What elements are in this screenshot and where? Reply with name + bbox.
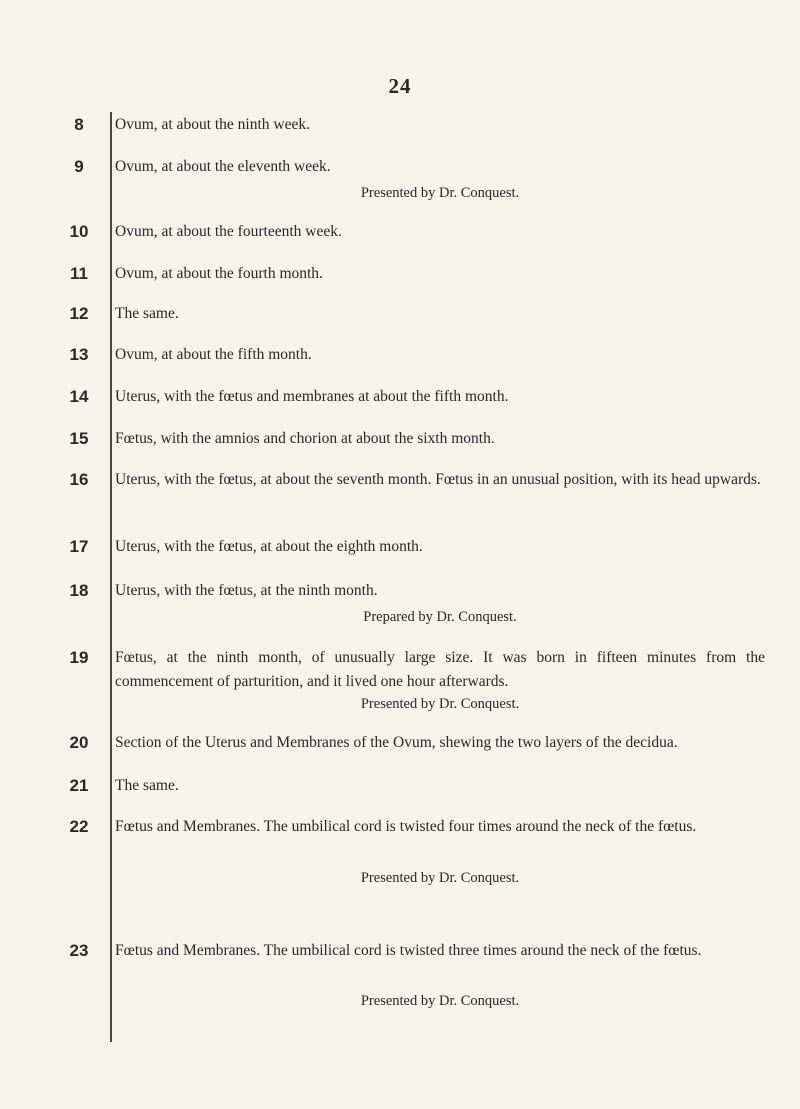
entry-description: Uterus, with the fœtus, at about the seventh month. Fœtus in an unusual position, with its head upwards.: [115, 471, 761, 488]
entry-number: 8: [74, 115, 84, 134]
entry-number: 18: [69, 581, 89, 600]
entry-description: Ovum, at about the fourth month.: [115, 265, 323, 282]
entry-number: 19: [69, 648, 89, 667]
entry-description: Fœtus, with the amnios and chorion at about the sixth month.: [115, 430, 495, 447]
entry-description: Uterus, with the fœtus, at the ninth month.: [115, 582, 378, 599]
entry-description: The same.: [115, 777, 179, 794]
entry-description: Section of the Uterus and Membranes of the Ovum, shewing the two layers of the decidua.: [115, 734, 678, 751]
entry-description: Uterus, with the fœtus, at about the eighth month.: [115, 538, 423, 555]
entry-description: Fœtus, at the ninth month, of unusually large size. It was born in fifteen minutes from the commencement of parturition, and it lived one hour afterwards.: [115, 649, 765, 690]
entry-number: 13: [69, 345, 89, 364]
entry-description: Ovum, at about the eleventh week.: [115, 158, 331, 175]
entry-presenter: Presented by Dr. Conquest.: [360, 696, 520, 712]
entry-number: 11: [70, 264, 88, 283]
entry-description: Uterus, with the fœtus and membranes at about the fifth month.: [115, 388, 509, 405]
entry-number: 20: [69, 733, 89, 752]
entry-description: Fœtus and Membranes. The umbilical cord is twisted four times around the neck of the fœtus.: [115, 818, 697, 835]
column-divider: [110, 112, 112, 1042]
entry-number: 14: [69, 387, 89, 406]
entry-number: 23: [69, 941, 89, 960]
entry-number: 22: [69, 817, 89, 836]
entry-number: 16: [69, 470, 89, 489]
entry-presenter: Presented by Dr. Conquest.: [360, 993, 520, 1009]
entry-number: 12: [69, 304, 89, 323]
entry-presenter: Presented by Dr. Conquest.: [360, 870, 520, 886]
entry-description: Fœtus and Membranes. The umbilical cord is twisted three times around the neck of the fœtus.: [115, 942, 702, 959]
entry-number: 17: [69, 537, 89, 556]
entry-description: Ovum, at about the fifth month.: [115, 346, 312, 363]
entry-number: 15: [69, 429, 89, 448]
entry-description: Ovum, at about the fourteenth week.: [115, 223, 342, 240]
entry-presenter: Prepared by Dr. Conquest.: [363, 609, 517, 625]
entry-number: 9: [74, 157, 84, 176]
entry-number: 10: [69, 222, 89, 241]
entry-number: 21: [69, 776, 89, 795]
entry-presenter: Presented by Dr. Conquest.: [360, 185, 520, 201]
entry-description: Ovum, at about the ninth week.: [115, 116, 310, 133]
entry-description: The same.: [115, 305, 179, 322]
page-number: 24: [388, 74, 412, 98]
